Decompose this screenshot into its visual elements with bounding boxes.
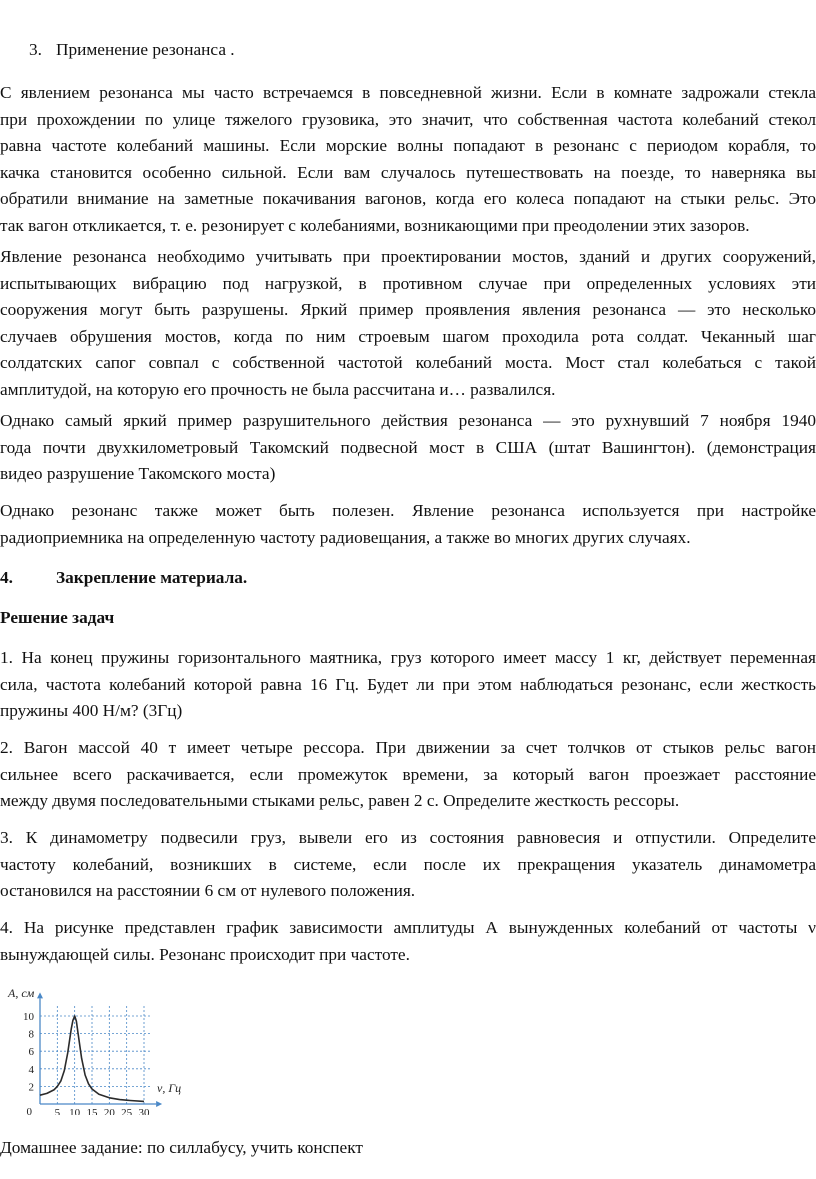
task-2 <box>0 735 816 815</box>
resonance-graph <box>0 980 200 1115</box>
task-3 <box>0 825 816 905</box>
task-line: 1. На конец пружины горизонтального маятника, груз которого имеет массу 1 кг, действует переменная <box>0 648 816 667</box>
y-tick-label: 2 <box>28 1081 34 1094</box>
paragraph-line: С явлением резонанса мы часто встречаемся в повседневной жизни. Если в комнате задрожали стекла <box>0 83 816 102</box>
tasks-subheading-text: Решение задач <box>0 608 115 627</box>
paragraph-line: испытывающих вибрацию под нагрузкой, в противном случае при определенных условиях эти <box>0 273 816 293</box>
paragraph-line: видео разрушение Такомского моста) <box>0 464 276 483</box>
x-axis-label: ν, Гц <box>157 1081 182 1095</box>
homework-line <box>0 1135 816 1162</box>
origin-label: 0 <box>26 1106 32 1115</box>
homework-text: Домашнее задание: по силлабусу, учить конспект <box>0 1138 363 1157</box>
task-4 <box>0 915 816 968</box>
task-line: сильнее всего раскачивается, если промежуток времени, за который вагон проезжает расстояние <box>0 764 816 784</box>
x-axis-arrow <box>156 1101 162 1107</box>
task-1 <box>0 645 816 725</box>
x-tick-label: 20 <box>103 1107 115 1115</box>
paragraph-line: Однако самый яркий пример разрушительного действия резонанса — это рухнувший 7 ноября 1940 <box>0 411 816 430</box>
y-tick-label: 10 <box>23 1011 34 1023</box>
section-3-heading <box>0 37 816 64</box>
paragraph-line: при прохождении по улице тяжелого грузовика, это значит, что собственная частота колебаний стекол <box>0 109 816 129</box>
task-line: пружины 400 Н/м? (3Гц) <box>0 701 183 720</box>
paragraph-4 <box>0 498 816 551</box>
task-line: 2. Вагон массой 40 т имеет четыре рессора. При движении за счет толчков от стыков рельс вагон <box>0 738 816 757</box>
paragraph-3 <box>0 408 816 488</box>
paragraph-line: так вагон откликается, т. е. резонирует с колебаниями, возникающими при преодолении этих зазоров. <box>0 215 750 235</box>
paragraph-line: года почти двухкилометровый Такомский подвесной мост в США (штат Вашингтон). (демонстрация <box>0 437 816 457</box>
paragraph-line: амплитудой, на которую его прочность не была рассчитана и… развалился. <box>0 379 556 399</box>
x-tick-label: 10 <box>69 1107 81 1115</box>
task-line: остановился на расстоянии 6 см от нулевого положения. <box>0 881 416 900</box>
task-line: частоту колебаний, возникших в системе, если после их прекращения указатель динамометра <box>0 854 816 874</box>
task-line: сила, частота колебаний которой равна 16 Гц. Будет ли при этом наблюдаться резонанс, если жесткость <box>0 674 816 694</box>
x-tick-label: 15 <box>86 1107 98 1115</box>
y-axis-label: A, см <box>8 986 35 1000</box>
y-tick-label: 4 <box>28 1063 34 1076</box>
section-4-title: Закрепление материала. <box>56 568 248 587</box>
section-4-heading <box>0 565 816 592</box>
paragraph-line: равна частоте колебаний машины. Если морские волны попадают в резонанс с периодом корабля, то <box>0 136 816 155</box>
section-4-number: 4. <box>0 568 13 587</box>
paragraph-1 <box>0 80 816 239</box>
paragraph-line: сооружения могут быть разрушены. Яркий пример проявления явления резонанса — это несколько <box>0 300 816 319</box>
task-line: 3. К динамометру подвесили груз, вывели его из состояния равновесия и отпустили. Определите <box>0 828 816 847</box>
task-line: между двумя последовательными стыками рельс, равен 2 с. Определите жесткость рессоры. <box>0 791 680 810</box>
x-tick-label: 25 <box>121 1107 133 1115</box>
y-tick-label: 6 <box>28 1046 34 1059</box>
paragraph-line: радиоприемника на определенную частоту радиовещания, а также во многих других случаях. <box>0 527 691 547</box>
y-tick-label: 8 <box>28 1028 34 1041</box>
paragraph-line: солдатских сапог совпал с собственной частотой колебаний моста. Мост стал колебаться с такой <box>0 353 816 372</box>
paragraph-line: случаев обрушения мостов, когда по ним строевым шагом проходила рота солдат. Чеканный шаг <box>0 326 816 346</box>
paragraph-line: обратили внимание на заметные покачивания вагонов, когда его колеса попадают на стыки рельс. Это <box>0 189 816 208</box>
paragraph-2 <box>0 244 816 403</box>
x-tick-label: 30 <box>138 1107 150 1115</box>
section-3-number: 3. <box>29 40 42 59</box>
task-line: вынуждающей силы. Резонанс происходит при частоте. <box>0 944 410 964</box>
paragraph-line: качка становится особенно сильной. Если вам случалось путешествовать на поезде, то наверняка вы <box>0 162 816 182</box>
task-line: 4. На рисунке представлен график зависимости амплитуды А вынужденных колебаний от частоты ν <box>0 918 816 937</box>
tasks-subheading <box>0 605 816 632</box>
x-tick-label: 5 <box>54 1107 61 1115</box>
paragraph-line: Явление резонанса необходимо учитывать при проектировании мостов, зданий и других сооружений, <box>0 247 816 266</box>
paragraph-line: Однако резонанс также может быть полезен. Явление резонанса используется при настройке <box>0 501 816 520</box>
section-3-title: Применение резонанса . <box>56 40 235 59</box>
y-axis-arrow <box>37 992 43 998</box>
